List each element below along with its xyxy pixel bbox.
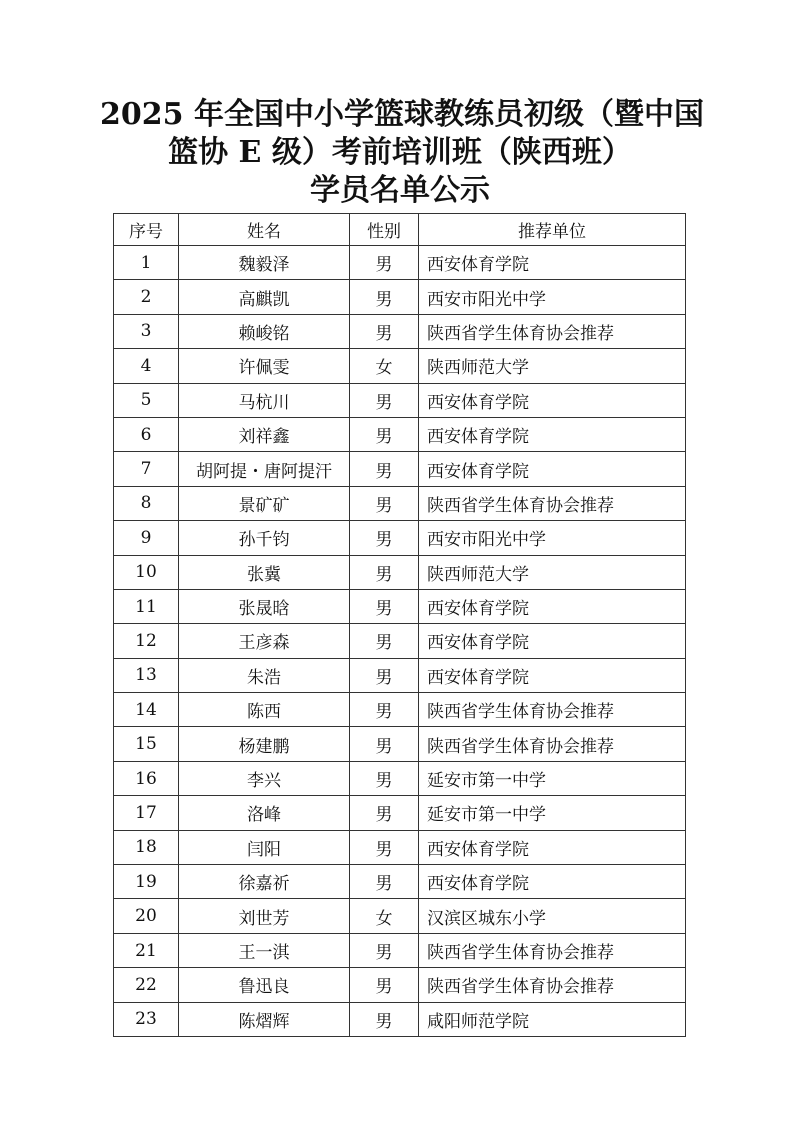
cell-unit: 咸阳师范学院 (419, 1002, 686, 1036)
cell-sex: 男 (350, 830, 419, 864)
cell-no: 20 (114, 899, 179, 933)
cell-sex: 男 (350, 968, 419, 1002)
table-row (114, 727, 686, 761)
document-title (100, 96, 704, 210)
cell-name: 张冀 (179, 555, 350, 589)
cell-name: 刘祥鑫 (179, 417, 350, 451)
cell-unit: 陕西省学生体育协会推荐 (419, 933, 686, 967)
cell-unit: 西安体育学院 (419, 658, 686, 692)
cell-sex: 男 (350, 727, 419, 761)
table-row (114, 383, 686, 417)
cell-unit: 西安体育学院 (419, 589, 686, 623)
table-row (114, 246, 686, 280)
cell-sex: 男 (350, 658, 419, 692)
table-row (114, 968, 686, 1002)
cell-no: 8 (114, 486, 179, 520)
table-row (114, 658, 686, 692)
cell-unit: 西安市阳光中学 (419, 280, 686, 314)
cell-unit: 陕西师范大学 (419, 555, 686, 589)
table-row (114, 761, 686, 795)
table-body (114, 246, 686, 1037)
cell-name: 赖峻铭 (179, 314, 350, 348)
cell-unit: 西安体育学院 (419, 624, 686, 658)
cell-no: 21 (114, 933, 179, 967)
table-row (114, 693, 686, 727)
cell-no: 10 (114, 555, 179, 589)
header-name: 姓名 (179, 214, 350, 246)
table-row (114, 1002, 686, 1036)
cell-no: 23 (114, 1002, 179, 1036)
cell-no: 9 (114, 521, 179, 555)
table-row (114, 521, 686, 555)
cell-no: 11 (114, 589, 179, 623)
cell-name: 孙千钧 (179, 521, 350, 555)
header-unit: 推荐单位 (419, 214, 686, 246)
cell-no: 17 (114, 796, 179, 830)
cell-unit: 陕西师范大学 (419, 349, 686, 383)
cell-no: 2 (114, 280, 179, 314)
cell-unit: 西安体育学院 (419, 830, 686, 864)
cell-unit: 西安体育学院 (419, 417, 686, 451)
cell-no: 18 (114, 830, 179, 864)
cell-no: 6 (114, 417, 179, 451)
cell-sex: 男 (350, 865, 419, 899)
table-row (114, 589, 686, 623)
cell-name: 洛峰 (179, 796, 350, 830)
cell-name: 王一淇 (179, 933, 350, 967)
roster-table (113, 213, 686, 1037)
cell-unit: 西安体育学院 (419, 452, 686, 486)
table-row (114, 349, 686, 383)
cell-unit: 延安市第一中学 (419, 761, 686, 795)
cell-sex: 男 (350, 589, 419, 623)
cell-no: 4 (114, 349, 179, 383)
header-no: 序号 (114, 214, 179, 246)
cell-sex: 男 (350, 486, 419, 520)
cell-sex: 男 (350, 280, 419, 314)
table-row (114, 555, 686, 589)
table-row (114, 796, 686, 830)
cell-name: 陈西 (179, 693, 350, 727)
table-row (114, 280, 686, 314)
cell-name: 张晟晗 (179, 589, 350, 623)
cell-unit: 陕西省学生体育协会推荐 (419, 486, 686, 520)
cell-sex: 男 (350, 246, 419, 280)
cell-unit: 汉滨区城东小学 (419, 899, 686, 933)
cell-no: 14 (114, 693, 179, 727)
table-row (114, 486, 686, 520)
cell-name: 马杭川 (179, 383, 350, 417)
cell-unit: 西安市阳光中学 (419, 521, 686, 555)
cell-unit: 陕西省学生体育协会推荐 (419, 314, 686, 348)
cell-no: 5 (114, 383, 179, 417)
cell-unit: 延安市第一中学 (419, 796, 686, 830)
table-row (114, 314, 686, 348)
table-row (114, 417, 686, 451)
cell-name: 许佩雯 (179, 349, 350, 383)
cell-no: 7 (114, 452, 179, 486)
cell-name: 魏毅泽 (179, 246, 350, 280)
cell-sex: 男 (350, 521, 419, 555)
cell-sex: 女 (350, 349, 419, 383)
cell-name: 闫阳 (179, 830, 350, 864)
cell-sex: 男 (350, 796, 419, 830)
cell-no: 3 (114, 314, 179, 348)
cell-unit: 西安体育学院 (419, 865, 686, 899)
cell-unit: 西安体育学院 (419, 246, 686, 280)
cell-unit: 陕西省学生体育协会推荐 (419, 968, 686, 1002)
header-row (114, 214, 686, 246)
table-row (114, 865, 686, 899)
cell-name: 朱浩 (179, 658, 350, 692)
cell-sex: 男 (350, 417, 419, 451)
table-row (114, 933, 686, 967)
cell-sex: 男 (350, 1002, 419, 1036)
cell-no: 22 (114, 968, 179, 1002)
cell-name: 刘世芳 (179, 899, 350, 933)
title-line-2: 篮协 E 级）考前培训班（陕西班） (168, 135, 632, 170)
cell-name: 杨建鹏 (179, 727, 350, 761)
cell-sex: 男 (350, 624, 419, 658)
cell-name: 陈熠辉 (179, 1002, 350, 1036)
cell-name: 李兴 (179, 761, 350, 795)
cell-unit: 陕西省学生体育协会推荐 (419, 693, 686, 727)
title-line-3: 学员名单公示 (310, 173, 490, 208)
title-line-1: 2025 年全国中小学篮球教练员初级（暨中国 (100, 97, 704, 132)
cell-sex: 男 (350, 383, 419, 417)
cell-sex: 女 (350, 899, 419, 933)
cell-no: 15 (114, 727, 179, 761)
table-row (114, 624, 686, 658)
cell-name: 鲁迅良 (179, 968, 350, 1002)
cell-sex: 男 (350, 555, 419, 589)
cell-unit: 西安体育学院 (419, 383, 686, 417)
cell-unit: 陕西省学生体育协会推荐 (419, 727, 686, 761)
cell-name: 高麒凯 (179, 280, 350, 314)
cell-no: 19 (114, 865, 179, 899)
header-sex: 性别 (350, 214, 419, 246)
cell-name: 徐嘉祈 (179, 865, 350, 899)
table-row (114, 899, 686, 933)
cell-name: 景矿矿 (179, 486, 350, 520)
cell-name: 王彦森 (179, 624, 350, 658)
cell-sex: 男 (350, 452, 419, 486)
cell-sex: 男 (350, 761, 419, 795)
cell-sex: 男 (350, 314, 419, 348)
table-header (114, 214, 686, 246)
cell-sex: 男 (350, 933, 419, 967)
table-row (114, 452, 686, 486)
cell-no: 1 (114, 246, 179, 280)
cell-sex: 男 (350, 693, 419, 727)
cell-name: 胡阿提・唐阿提汗 (179, 452, 350, 486)
cell-no: 12 (114, 624, 179, 658)
cell-no: 16 (114, 761, 179, 795)
cell-no: 13 (114, 658, 179, 692)
table-row (114, 830, 686, 864)
